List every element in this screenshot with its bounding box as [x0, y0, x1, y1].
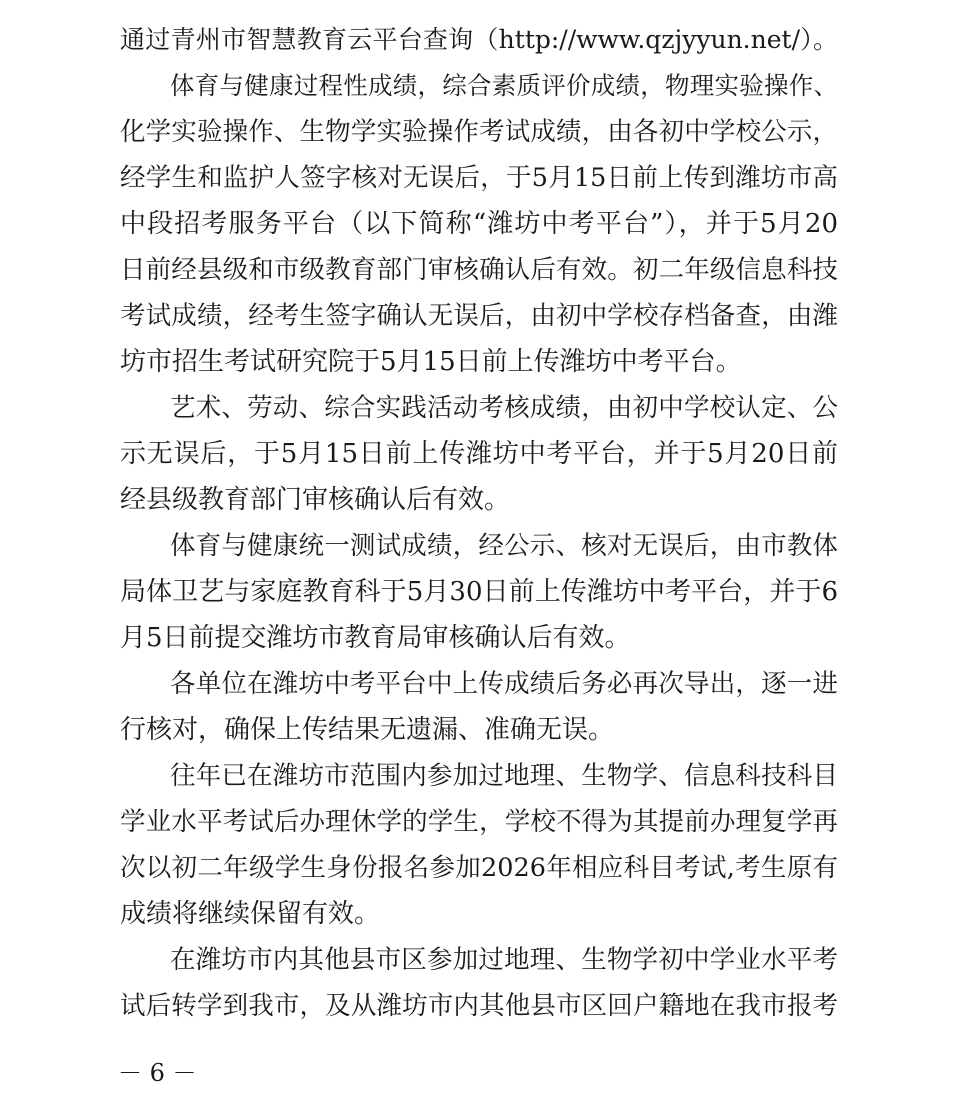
text-line: 次以初二年级学生身份报名参加2026年相应科目考试,考生原有: [120, 853, 838, 883]
text-line: 考试成绩，经考生签字确认无误后，由初中学校存档备查，由潍: [120, 301, 838, 331]
text-line: 学业水平考试后办理休学的学生，学校不得为其提前办理复学再: [120, 807, 838, 837]
paragraph-first-line: 往年已在潍坊市范围内参加过地理、生物学、信息科技科目: [170, 761, 838, 791]
paragraph-first-line: 艺术、劳动、综合实践活动考核成绩，由初中学校认定、公: [170, 393, 838, 423]
text-line: 中段招考服务平台（以下简称“潍坊中考平台”），并于5月20: [120, 209, 838, 239]
text-line: 日前经县级和市级教育部门审核确认后有效。初二年级信息科技: [120, 255, 838, 285]
text-line: 局体卫艺与家庭教育科于5月30日前上传潍坊中考平台，并于6: [120, 577, 838, 607]
text-line: 试后转学到我市，及从潍坊市内其他县市区回户籍地在我市报考: [120, 991, 838, 1021]
paragraph-first-line: 体育与健康过程性成绩，综合素质评价成绩，物理实验操作、: [170, 71, 838, 100]
text-line: 示无误后，于5月15日前上传潍坊中考平台，并于5月20日前: [120, 439, 838, 469]
paragraph-last-line: 经县级教育部门审核确认后有效。: [120, 485, 511, 515]
paragraph-last-line: 月5日前提交潍坊市教育局审核确认后有效。: [120, 623, 631, 653]
text-line: 化学实验操作、生物学实验操作考试成绩，由各初中学校公示，: [120, 117, 838, 147]
paragraph-first-line: 在潍坊市内其他县市区参加过地理、生物学初中学业水平考: [170, 945, 838, 975]
paragraph-last-line: 行核对，确保上传结果无遗漏、准确无误。: [120, 715, 615, 745]
text-line: 通过青州市智慧教育云平台查询（http://www.qzjyyun.net/）。: [120, 25, 838, 54]
page-number: － 6 －: [118, 1059, 197, 1087]
text-line: 经学生和监护人签字核对无误后，于5月15日前上传到潍坊市高: [120, 163, 838, 193]
paragraph-last-line: 成绩将继续保留有效。: [120, 899, 381, 929]
paragraph-first-line: 体育与健康统一测试成绩，经公示、核对无误后，由市教体: [170, 531, 838, 561]
paragraph-first-line: 各单位在潍坊中考平台中上传成绩后务必再次导出，逐一进: [170, 669, 838, 699]
paragraph-last-line: 坊市招生考试研究院于5月15日前上传潍坊中考平台。: [120, 347, 742, 377]
